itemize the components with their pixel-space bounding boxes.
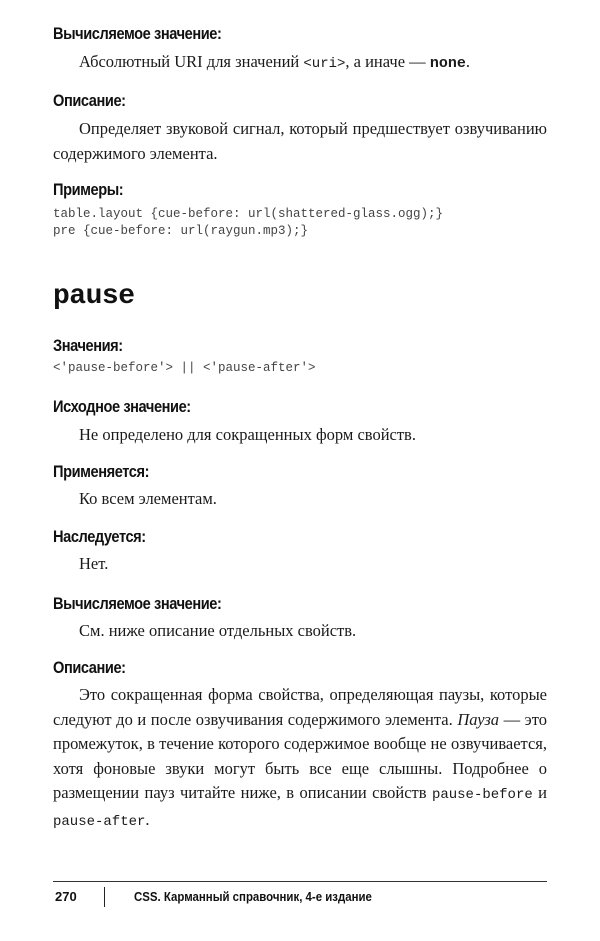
computed-value-heading: Вычисляемое значение: [53,24,222,43]
examples-code: table.layout {cue-before: url(shattered-glass.ogg);} pre {cue-before: url(raygun.mp3);} [53,207,444,238]
computed-value-text-2: См. ниже описание отдельных свойств. [79,621,357,640]
description-text: Определяет звуковой сигнал, который предшествует озвучиванию содержимого элемента. [53,119,547,163]
none-keyword: none [429,55,466,72]
description-text-2: Это сокращенная форма свойства, определяющая паузы, которые следуют до и после озвучивания содержимого элемента. Пауза — это промежуток, в течение которого содержимое вообще не озвучивается, хотя фоновые звуки могут быть все еще слышны. Подробнее о размещении пауз читайте ниже, в описании свойств pause-before и pause-after. [53,685,548,830]
inherited-heading: Наследуется: [53,527,146,546]
uri-code: <uri> [303,56,346,72]
pause-before-code: pause-before [431,787,533,803]
description-heading-2: Описание: [53,658,126,677]
examples-heading: Примеры: [53,180,124,199]
book-title: CSS. Карманный справочник, 4-е издание [134,889,372,904]
computed-value-heading-2: Вычисляемое значение: [53,594,222,613]
values-code: <'pause-before'> || <'pause-after'> [53,361,316,375]
page-number: 270 [55,889,77,904]
pause-term: Пауза [457,709,500,729]
computed-value-text: Абсолютный URI для значений <uri>, а иначе — none. [79,52,470,72]
initial-value-heading: Исходное значение: [53,397,191,416]
initial-value-text: Не определено для сокращенных форм свойств. [79,425,416,444]
description-heading: Описание: [53,91,126,110]
applies-to-text: Ко всем элементам. [79,489,217,508]
values-heading: Значения: [53,336,123,355]
footer-separator [104,887,105,907]
footer-rule [53,881,547,882]
pause-after-code: pause-after [53,813,146,830]
property-title: pause [53,281,135,312]
inherited-text: Нет. [79,554,109,573]
applies-to-heading: Применяется: [53,462,150,481]
